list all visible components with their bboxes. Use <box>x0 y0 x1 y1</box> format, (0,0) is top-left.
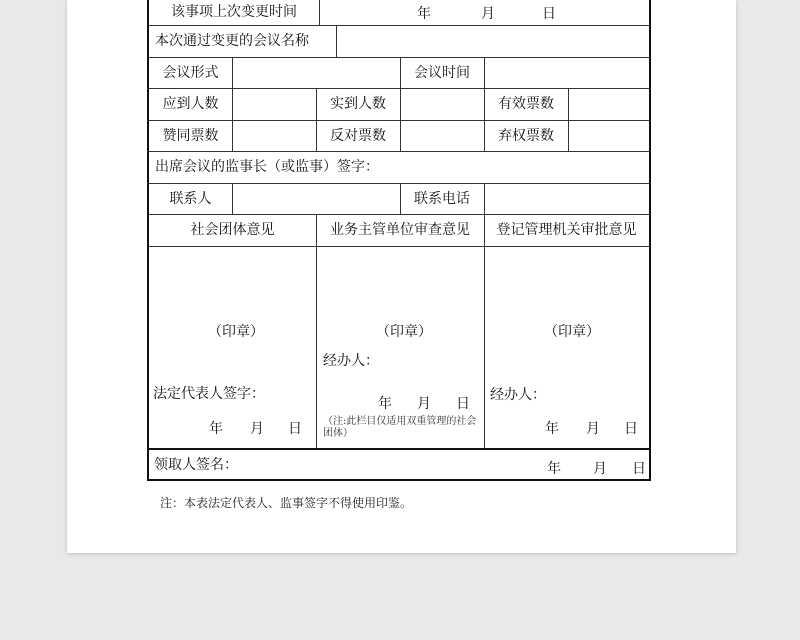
contact-phone-field[interactable] <box>485 184 649 214</box>
votes-for-label: 赞同票数 <box>162 127 219 144</box>
col3-day: 日 <box>624 421 638 437</box>
col2-day: 日 <box>456 396 470 412</box>
col-divider <box>319 0 320 25</box>
supervising-unit-opinion-header: 业务主管单位审查意见 <box>330 222 470 238</box>
receiver-day: 日 <box>632 461 646 477</box>
legal-rep-signature-label: 法定代表人签字： <box>153 386 265 402</box>
col3-year: 年 <box>545 421 559 437</box>
meeting-name-label: 本次通过变更的会议名称 <box>155 33 309 49</box>
handler-label: 经办人： <box>323 353 379 369</box>
votes-for-field[interactable] <box>233 121 316 151</box>
seal-placeholder: （印章） <box>208 324 264 340</box>
votes-against-label: 反对票数 <box>330 127 386 144</box>
handler-label: 经办人： <box>490 387 546 403</box>
abstentions-label: 弃权票数 <box>498 127 554 144</box>
col2-month: 月 <box>417 396 431 412</box>
meeting-time-field[interactable] <box>485 58 649 88</box>
last-change-month: 月 <box>481 6 495 22</box>
change-registration-form <box>147 0 651 481</box>
col2-year: 年 <box>378 396 392 412</box>
expected-attendees-label: 应到人数 <box>162 96 219 112</box>
col-divider <box>316 214 317 448</box>
social-group-opinion-header: 社会团体意见 <box>190 222 275 238</box>
valid-votes-field[interactable] <box>569 89 649 120</box>
receiver-month: 月 <box>593 461 607 477</box>
actual-attendees-label: 实到人数 <box>330 96 386 112</box>
seal-placeholder: （印章） <box>376 324 432 340</box>
last-change-time-label: 该事项上次变更时间 <box>171 3 297 20</box>
abstentions-field[interactable] <box>569 121 649 151</box>
contact-person-label: 联系人 <box>169 190 212 207</box>
votes-against-field[interactable] <box>401 121 484 151</box>
actual-attendees-field[interactable] <box>401 89 484 120</box>
meeting-format-label: 会议形式 <box>162 64 219 81</box>
col1-month: 月 <box>250 421 264 437</box>
meeting-format-field[interactable] <box>233 58 400 88</box>
receiver-signature-label: 领取人签名： <box>154 456 238 473</box>
contact-phone-label: 联系电话 <box>414 190 470 207</box>
form-footnote: 注：本表法定代表人、监事签字不得使用印鉴。 <box>160 496 413 510</box>
seal-placeholder: （印章） <box>544 324 600 340</box>
col-divider <box>484 214 485 448</box>
col1-year: 年 <box>209 421 223 437</box>
meeting-time-label: 会议时间 <box>414 64 470 81</box>
dual-management-footnote: （注:此栏目仅适用双重管理的社会团体） <box>323 416 477 439</box>
receiver-year: 年 <box>547 461 561 477</box>
supervisor-signature-label: 出席会议的监事长（或监事）签字： <box>155 159 379 175</box>
row-divider <box>149 246 649 247</box>
valid-votes-label: 有效票数 <box>498 96 554 112</box>
last-change-year: 年 <box>417 6 431 22</box>
meeting-name-field[interactable] <box>337 26 649 57</box>
col3-month: 月 <box>586 421 600 437</box>
last-change-day: 日 <box>542 6 556 22</box>
col1-day: 日 <box>288 421 302 437</box>
expected-attendees-field[interactable] <box>233 89 316 120</box>
registration-authority-opinion-header: 登记管理机关审批意见 <box>496 222 637 238</box>
contact-person-field[interactable] <box>233 184 400 214</box>
